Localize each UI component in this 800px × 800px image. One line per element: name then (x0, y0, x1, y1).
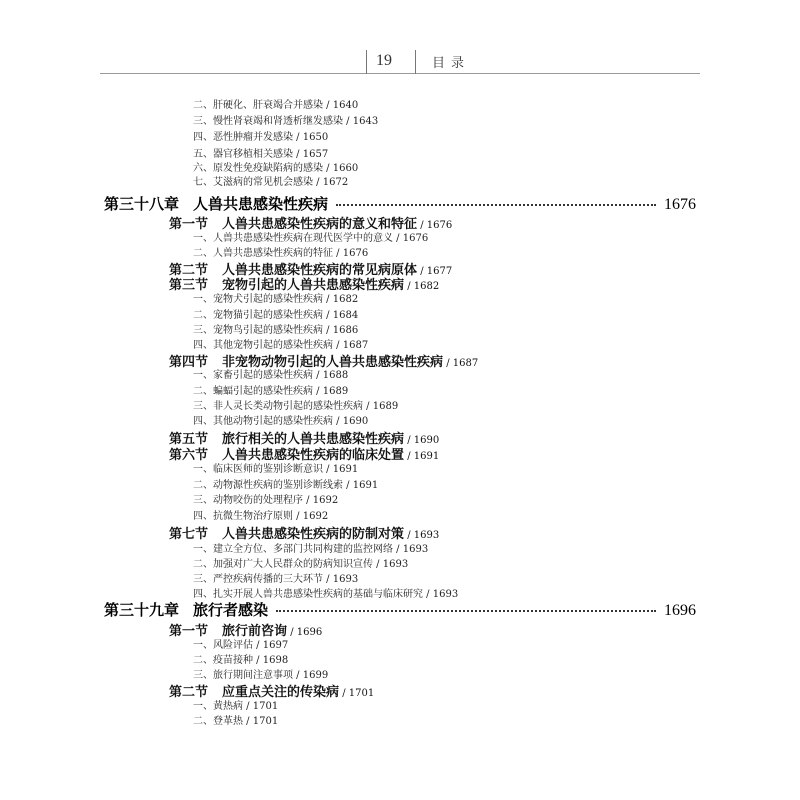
item-text: 一、临床医师的鉴别诊断意识 (193, 464, 323, 475)
section-title: 宠物引起的人兽共患感染性疾病 (222, 278, 405, 293)
section-label: 第七节 (169, 527, 209, 542)
item-page: / 1693 (323, 574, 359, 585)
toc-item (193, 173, 348, 188)
item-text: 四、扎实开展人兽共患感染性疾病的基础与临床研究 (193, 589, 423, 600)
chapter-title: 旅行者感染 (193, 601, 269, 619)
section-label: 第三节 (169, 278, 209, 293)
toc-item (193, 540, 428, 555)
item-page: / 1689 (313, 386, 349, 397)
toc-item (193, 145, 328, 160)
item-text: 三、动物咬伤的处理程序 (193, 495, 303, 506)
section-title: 人兽共患感染性疾病的常见病原体 (222, 263, 418, 278)
section-title: 旅行相关的人兽共患感染性疾病 (222, 432, 405, 447)
item-page: / 1701 (243, 701, 279, 712)
chapter-title: 人兽共患感染性疾病 (193, 195, 329, 213)
item-page: / 1650 (293, 132, 329, 143)
toc-item (193, 306, 358, 321)
section-label: 第六节 (169, 448, 209, 463)
item-page: / 1640 (323, 100, 359, 111)
item-text: 一、家畜引起的感染性疾病 (193, 370, 313, 381)
item-page: / 1687 (333, 340, 369, 351)
toc-item (193, 128, 328, 143)
item-page: / 1692 (293, 511, 329, 522)
item-page: / 1676 (393, 233, 429, 244)
item-text: 三、非人灵长类动物引起的感染性疾病 (193, 401, 363, 412)
item-page: / 1691 (323, 464, 359, 475)
toc-item (193, 570, 358, 585)
item-page: / 1701 (243, 716, 279, 727)
item-text: 三、旅行期间注意事项 (193, 670, 293, 681)
toc-item (193, 555, 408, 570)
item-page: / 1689 (363, 401, 399, 412)
item-text: 四、其他宠物引起的感染性疾病 (193, 340, 333, 351)
section-title: 人兽共患感染性疾病的意义和特征 (222, 217, 418, 232)
item-page: / 1672 (313, 177, 349, 188)
item-text: 四、恶性肿瘤并发感染 (193, 132, 293, 143)
section-page: / 1701 (339, 688, 375, 699)
section-title: 人兽共患感染性疾病的防制对策 (222, 527, 405, 542)
toc-item (193, 366, 348, 381)
header-title: 目录 (432, 56, 471, 71)
leader-dots (276, 610, 656, 612)
section-page: / 1676 (417, 220, 453, 231)
item-text: 一、建立全方位、多部门共同构建的监控网络 (193, 544, 393, 555)
toc-chapter (104, 599, 696, 620)
item-text: 七、艾滋病的常见机会感染 (193, 177, 313, 188)
section-title: 应重点关注的传染病 (222, 685, 340, 700)
page-number: 19 (376, 52, 392, 69)
chapter-label: 第三十九章 (104, 601, 180, 619)
item-text: 四、其他动物引起的感染性疾病 (193, 416, 333, 427)
item-page: / 1657 (293, 149, 329, 160)
page-header (0, 0, 800, 80)
item-text: 四、抗微生物治疗原则 (193, 511, 293, 522)
item-text: 三、宠物鸟引起的感染性疾病 (193, 325, 323, 336)
section-title: 旅行前咨询 (222, 624, 288, 639)
toc-item (193, 476, 378, 491)
toc-chapter (104, 193, 696, 214)
item-text: 二、加强对广大人民群众的防病知识宣传 (193, 559, 373, 570)
toc-item (193, 290, 358, 305)
header-rule (100, 73, 700, 74)
item-text: 五、器官移植相关感染 (193, 149, 293, 160)
item-page: / 1698 (253, 655, 289, 666)
item-text: 二、登革热 (193, 716, 243, 727)
section-label: 第一节 (169, 624, 209, 639)
item-text: 六、原发性免疫缺陷病的感染 (193, 163, 323, 174)
section-label: 第一节 (169, 217, 209, 232)
toc-item (193, 112, 378, 127)
section-label: 第五节 (169, 432, 209, 447)
toc-item (193, 336, 368, 351)
toc-item (193, 491, 338, 506)
item-page: / 1643 (343, 116, 379, 127)
section-label: 第二节 (169, 263, 209, 278)
item-page: / 1699 (293, 670, 329, 681)
item-text: 二、蝙蝠引起的感染性疾病 (193, 386, 313, 397)
item-page: / 1697 (253, 640, 289, 651)
item-page: / 1692 (303, 495, 339, 506)
item-text: 一、宠物犬引起的感染性疾病 (193, 294, 323, 305)
toc-item (193, 96, 358, 111)
chapter-page: 1676 (664, 196, 696, 213)
section-title: 人兽共患感染性疾病的临床处置 (222, 448, 405, 463)
toc-item (193, 229, 428, 244)
item-text: 二、宠物猫引起的感染性疾病 (193, 310, 323, 321)
item-page: / 1682 (323, 294, 359, 305)
item-page: / 1688 (313, 370, 349, 381)
toc-item (193, 397, 398, 412)
item-page: / 1684 (323, 310, 359, 321)
item-page: / 1686 (323, 325, 359, 336)
section-page: / 1687 (443, 358, 479, 369)
toc-item (193, 159, 358, 174)
section-page: / 1691 (404, 451, 440, 462)
toc-item (193, 585, 458, 600)
section-label: 第四节 (169, 355, 209, 370)
toc-item (193, 382, 348, 397)
section-page: / 1682 (404, 281, 440, 292)
toc-item (193, 712, 278, 727)
toc-item (193, 460, 358, 475)
chapter-page: 1696 (664, 602, 696, 619)
header-divider-right (415, 50, 416, 74)
item-text: 一、黄热病 (193, 701, 243, 712)
toc-item (193, 507, 328, 522)
toc-item (193, 244, 368, 259)
item-page: / 1676 (333, 248, 369, 259)
item-page: / 1691 (343, 480, 379, 491)
item-text: 二、人兽共患感染性疾病的特征 (193, 248, 333, 259)
item-text: 一、人兽共患感染性疾病在现代医学中的意义 (193, 233, 393, 244)
item-text: 三、严控疾病传播的三大环节 (193, 574, 323, 585)
toc-item (193, 697, 278, 712)
toc-item (193, 651, 288, 666)
section-page: / 1690 (404, 435, 440, 446)
item-text: 二、疫苗接种 (193, 655, 253, 666)
item-text: 二、肝硬化、肝衰竭合并感染 (193, 100, 323, 111)
section-page: / 1677 (417, 266, 453, 277)
section-page: / 1693 (404, 530, 440, 541)
toc-item (193, 666, 328, 681)
item-page: / 1693 (393, 544, 429, 555)
item-page: / 1690 (333, 416, 369, 427)
section-page: / 1696 (287, 627, 323, 638)
item-page: / 1693 (423, 589, 459, 600)
header-divider-left (366, 50, 367, 74)
leader-dots (336, 204, 656, 206)
item-text: 三、慢性肾衰竭和肾透析继发感染 (193, 116, 343, 127)
item-page: / 1693 (373, 559, 409, 570)
chapter-label: 第三十八章 (104, 195, 180, 213)
section-title: 非宠物动物引起的人兽共患感染性疾病 (222, 355, 444, 370)
toc-item (193, 412, 368, 427)
toc-item (193, 321, 358, 336)
toc-item (193, 636, 288, 651)
item-page: / 1660 (323, 163, 359, 174)
item-text: 一、风险评估 (193, 640, 253, 651)
section-label: 第二节 (169, 685, 209, 700)
item-text: 二、动物源性疾病的鉴别诊断线索 (193, 480, 343, 491)
